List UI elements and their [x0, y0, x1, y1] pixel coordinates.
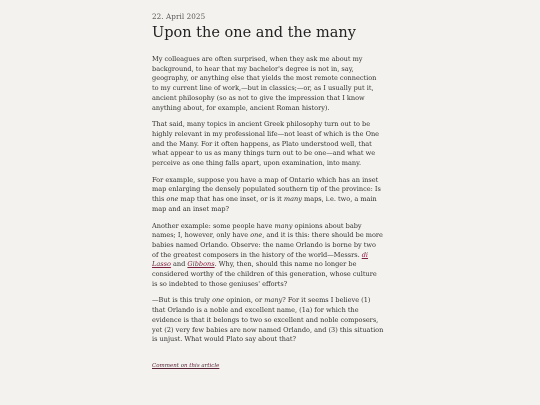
- paragraph-text: opinion, or: [224, 296, 265, 305]
- emphasis-text: many: [283, 195, 302, 204]
- comment-link[interactable]: Comment on this article: [152, 362, 220, 369]
- paragraph: [152, 120, 384, 169]
- post-title: Upon the one and the many: [152, 25, 356, 41]
- paragraph-text: maps, i.e. two, a main map and an inset map?: [152, 195, 377, 213]
- emphasis-text: one: [250, 231, 263, 240]
- paragraph-text: , and it is this: there should be more babies named Orlando. Observe: the name Orlando is borne by two of the greatest composers in the history of the world—Messrs.: [152, 231, 383, 259]
- paragraph-text: My colleagues are often surprised, when they ask me about my background, to hear that my bachelor's degree is not in, say, geography, or anything else that yields the most remote connection to my current line of work,—but in classics;—or, as I usually put it, ancient philosophy (so as not to give the impression that I know anything about, for example, ancient Roman history).: [152, 55, 377, 112]
- paragraph-text: Another example: some people have: [152, 221, 275, 230]
- paragraph-text: —But is this truly: [152, 296, 213, 305]
- composer-link[interactable]: Gibbons: [187, 260, 215, 269]
- paragraph-text: and: [170, 260, 188, 269]
- emphasis-text: many: [264, 296, 283, 305]
- emphasis-text: one: [166, 195, 179, 204]
- paragraph: [152, 55, 384, 113]
- paragraph-text: That said, many topics in ancient Greek philosophy turn out to be highly relevant in my professional life—not least of which is the One and the Many. For it often happens, as Plato understood well, that what appear to us as many things turn out to be one—and what we perceive as one thing falls apart, upon examination, into many.: [152, 120, 380, 168]
- post-date: 22. April 2025: [152, 12, 206, 21]
- paragraph-text: map that has one inset, or is it: [178, 195, 284, 204]
- article: [152, 12, 384, 371]
- paragraph-text: For example, suppose you have a map of Ontario which has an inset map enlarging the densely populated southern tip of the province: Is this: [152, 175, 381, 204]
- paragraph: [152, 296, 384, 345]
- article-body: [152, 55, 384, 345]
- paragraph-text: . Why, then, should this name no longer be considered worthy of the children of this generation, whose culture is so indebted to those geniuses' efforts?: [152, 260, 377, 288]
- paragraph: [152, 176, 384, 215]
- paragraph-text: opinions about baby names; I, however, only have: [152, 221, 362, 240]
- paragraph: [152, 222, 384, 290]
- composer-link[interactable]: di Lasso: [152, 250, 369, 269]
- emphasis-text: many: [274, 221, 293, 230]
- paragraph-text: ? For it seems I believe (1) that Orlando is a noble and excellent name, (1a) for which the evidence is that it belongs to two so excellent and noble composers, yet (2) very few babies are now named Orlando, and (3) this situation is unjust. What would Plato say about that?: [152, 296, 384, 344]
- emphasis-text: one: [212, 296, 225, 305]
